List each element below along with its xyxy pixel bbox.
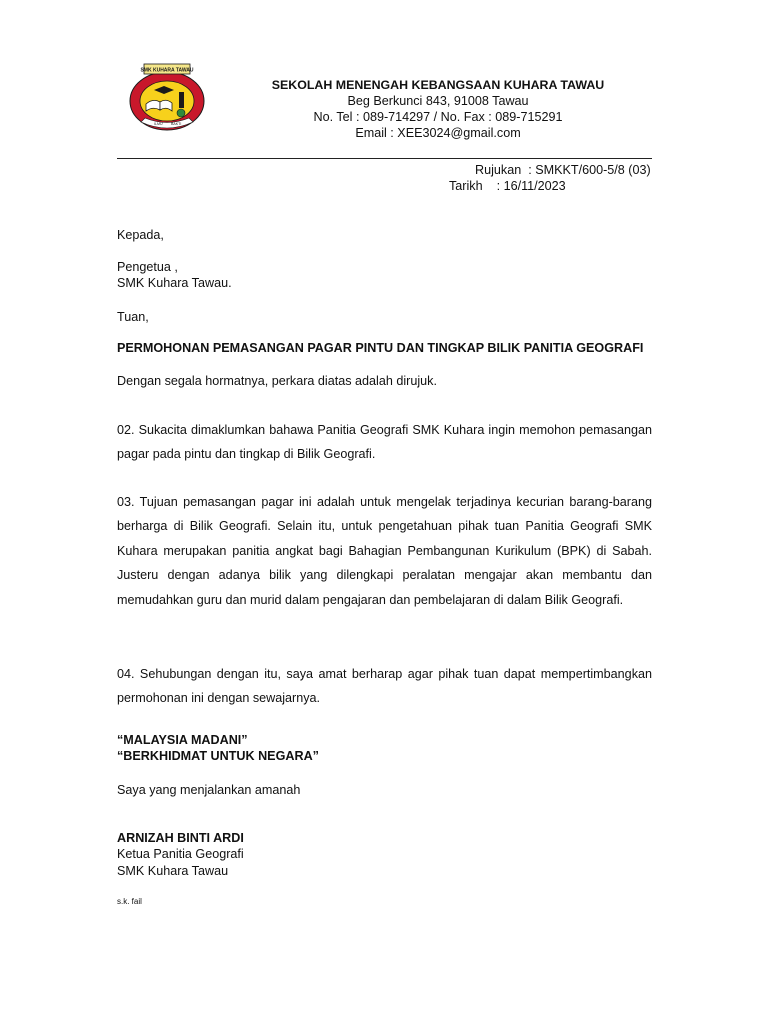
letterhead	[238, 77, 638, 141]
paragraph-04: 04. Sehubungan dengan itu, saya amat berharap agar pihak tuan dapat mempertimbangkan permohonan ini dengan sewajarnya.	[117, 667, 652, 706]
crest-banner-text: SMK KUHARA TAWAU	[140, 67, 194, 74]
crest-ribbon-right-text: BAKTI	[171, 122, 182, 126]
recipient-line-1: Pengetua ,	[117, 260, 178, 274]
paragraph-03: 03. Tujuan pemasangan pagar ini adalah untuk mengelak terjadinya kecurian barang-barang berharga di Bilik Geografi. Selain itu, untuk pengetahuan pihak tuan Panitia Geografi SMK Kuhara merupakan panitia angkat bagi Bahagian Pembangunan Kurikulum (BPK) di Sabah. Justeru dengan adanya bilik yang dilengkapi peralatan mengajar akan membantu dan memudahkan guru dan murid dalam pengajaran dan pembelajaran di dalam Bilik Geografi.	[117, 495, 652, 607]
motto-berkhidmat: “BERKHIDMAT UNTUK NEGARA”	[117, 749, 319, 763]
signatory-title: Ketua Panitia Geografi	[117, 847, 244, 861]
school-name: SEKOLAH MENENGAH KEBANGSAAN KUHARA TAWAU	[271, 78, 605, 92]
school-email: Email : XEE3024@gmail.com	[355, 126, 521, 140]
school-address: Beg Berkunci 843, 91008 Tawau	[347, 94, 529, 108]
recipient-heading: Kepada,	[117, 228, 164, 242]
paragraph-02: 02. Sukacita dimaklumkan bahawa Panitia Geografi SMK Kuhara ingin memohon pemasangan pagar pada pintu dan tingkap di Bilik Geografi.	[117, 423, 652, 462]
signatory-organization: SMK Kuhara Tawau	[117, 864, 229, 878]
letterhead-divider	[117, 158, 652, 159]
crest-microscope-icon	[179, 92, 184, 108]
letter-date: Tarikh : 16/11/2023	[449, 179, 566, 193]
reference-number: Rujukan : SMKKT/600-5/8 (03)	[475, 163, 651, 177]
footnote-sk-fail: s.k. fail	[117, 897, 142, 906]
closing-trust-line: Saya yang menjalankan amanah	[117, 783, 301, 797]
opening-line: Dengan segala hormatnya, perkara diatas adalah dirujuk.	[117, 374, 437, 388]
crest-ribbon-left-text: ILMU	[154, 122, 163, 126]
letter-subject: PERMOHONAN PEMASANGAN PAGAR PINTU DAN TINGKAP BILIK PANITIA GEOGRAFI	[117, 341, 644, 355]
recipient-line-2: SMK Kuhara Tawau.	[117, 276, 232, 290]
signatory-name: ARNIZAH BINTI ARDI	[117, 831, 244, 845]
motto-malaysia-madani: “MALAYSIA MADANI”	[117, 733, 248, 747]
school-phone-fax: No. Tel : 089-714297 / No. Fax : 089-715291	[313, 110, 563, 124]
crest-gear-icon	[177, 109, 185, 117]
school-crest-logo	[127, 60, 207, 132]
greeting: Tuan,	[117, 310, 149, 324]
